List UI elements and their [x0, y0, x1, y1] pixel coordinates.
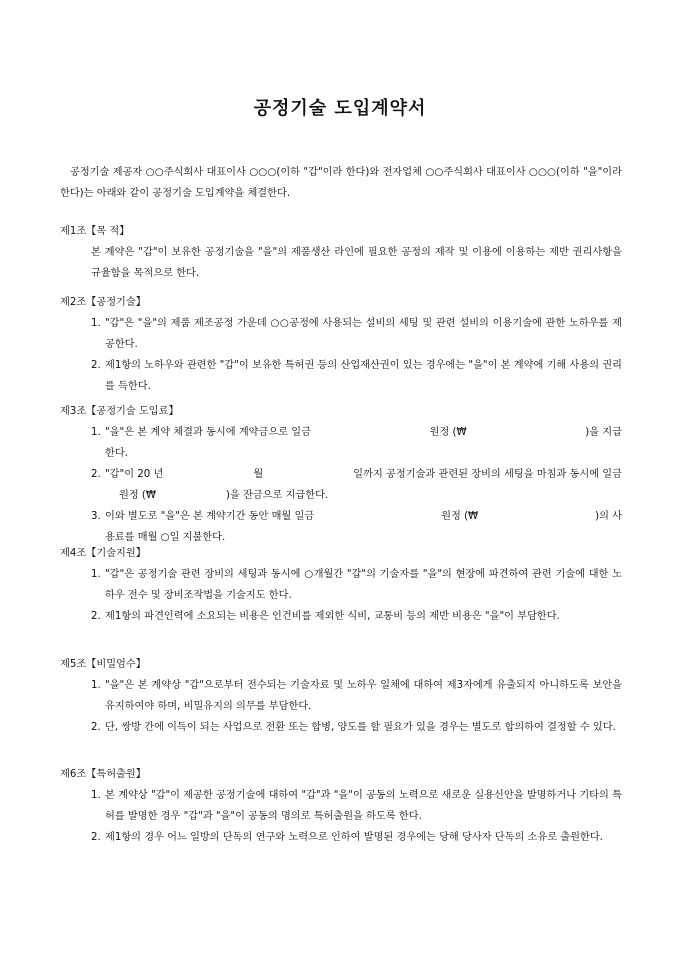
- article-6-items: [60, 785, 622, 848]
- item-text: 제1항의 파견인력에 소요되는 비용은 인건비를 제외한 식비, 교통비 등의 제반 비용은 "을"이 부담한다.: [105, 611, 560, 622]
- item-text: "갑"은 공정기술 관련 장비의 세팅과 동시에 ○개월간 "갑"의 기술자를 "을"의 현장에 파견하여 관련 기술에 대한 노하우 전수 및 장비조작법을 기술지도 한다.: [105, 569, 622, 601]
- item-number: 2.: [91, 611, 101, 622]
- article-1-body: 본 계약은 "갑"이 보유한 공정기술을 "을"의 제품생산 라인에 필요한 공정의 제작 및 이용에 이용하는 제반 권리사항을 규율함을 목적으로 한다.: [91, 247, 622, 279]
- item-line: [105, 464, 622, 485]
- item-number: 1.: [91, 790, 101, 801]
- item-text: 이와 별도로 "을"은 본 계약기간 동안 매월 일금: [105, 511, 315, 522]
- item-text: )을 잔금으로 지급한다.: [225, 490, 329, 501]
- article-3-items: [60, 422, 622, 548]
- item-number: 1.: [91, 318, 101, 329]
- document-title: 공정기술 도입계약서: [253, 98, 427, 119]
- list-item: [60, 313, 622, 355]
- article-4-items: [60, 564, 622, 627]
- list-item: [60, 422, 622, 464]
- item-text: "갑"은 "을"의 제품 제조공정 가운데 ○○공정에 사용되는 설비의 세팅 및 관련 설비의 이용기술에 관한 노하우를 제공한다.: [105, 318, 622, 350]
- item-text: 원정 (₩: [119, 490, 156, 501]
- item-text: 원정 (₩: [441, 511, 479, 522]
- list-item: [60, 464, 622, 506]
- item-number: 2.: [91, 360, 101, 371]
- article-2-heading: 제2조【공정기술】: [60, 297, 146, 308]
- list-item: [60, 606, 622, 627]
- item-number: 3.: [91, 511, 101, 522]
- list-item: [60, 827, 622, 848]
- item-number: 2.: [91, 832, 101, 843]
- item-line: [105, 422, 622, 443]
- item-text: "갑"이 20 년: [105, 469, 164, 480]
- item-text: 원정 (₩: [429, 427, 467, 438]
- item-line: 한다.: [105, 448, 128, 459]
- item-text: 제1항의 경우 어느 일방의 단독의 연구와 노력으로 인하여 발명된 경우에는 당해 당사자 단독의 소유로 출원한다.: [105, 832, 603, 843]
- list-item: [60, 717, 622, 738]
- article-5-items: [60, 675, 622, 738]
- list-item: [60, 785, 622, 827]
- article-5: [60, 655, 622, 738]
- item-line: [105, 506, 622, 527]
- article-2-items: [60, 313, 622, 397]
- article-1-heading: 제1조【목 적】: [60, 226, 130, 237]
- article-4: [60, 544, 622, 627]
- item-number: 2.: [91, 722, 101, 733]
- item-text: )의 사: [595, 511, 622, 522]
- article-2: [60, 293, 622, 397]
- article-1: [60, 222, 622, 284]
- item-line: 용료를 매월 ○일 지불한다.: [105, 532, 226, 543]
- item-text: "을"은 본 계약 체결과 동시에 계약금으로 일금: [105, 427, 311, 438]
- list-item: [60, 675, 622, 717]
- item-text: 일까지 공정기술과 관련된 장비의 세팅을 마침과 동시에 일금: [353, 469, 622, 480]
- list-item: [60, 355, 622, 397]
- item-text: "을"은 본 계약상 "갑"으로부터 전수되는 기술자료 및 노하우 일체에 대하여 제3자에게 유출되지 아니하도록 보안을 유지하여야 하며, 비밀유지의 의무를 부담한다.: [105, 680, 622, 712]
- item-number: 2.: [91, 469, 101, 480]
- item-number: 1.: [91, 680, 101, 691]
- list-item: [60, 564, 622, 606]
- article-6: [60, 765, 622, 848]
- item-line: [105, 485, 622, 506]
- item-text: 월: [253, 469, 264, 480]
- intro-paragraph: 공정기술 제공자 ○○주식회사 대표이사 ○○○(이하 "갑"이라 한다)와 전자업체 ○○주식회사 대표이사 ○○○(이하 "을"이라 한다)는 아래와 같이 공정기술 도입계약을 체결한다.: [60, 167, 622, 199]
- item-text: 본 계약상 "갑"이 제공한 공정기술에 대하여 "갑"과 "을"이 공동의 노력으로 새로운 실용신안을 발명하거나 기타의 특허를 발명한 경우 "갑"과 "을"이 공동의 명의로 특허출원을 하도록 한다.: [105, 790, 622, 822]
- article-3: [60, 402, 622, 548]
- item-text: 제1항의 노하우와 관련한 "갑"이 보유한 특허권 등의 산업재산권이 있는 경우에는 "을"이 본 계약에 기해 사용의 권리를 득한다.: [105, 360, 622, 392]
- item-text: )을 지급: [585, 427, 622, 438]
- article-5-heading: 제5조【비밀엄수】: [60, 659, 146, 670]
- item-number: 1.: [91, 427, 101, 438]
- list-item: [60, 506, 622, 548]
- article-3-heading: 제3조【공정기술 도입료】: [60, 406, 179, 417]
- article-6-heading: 제6조【특허출원】: [60, 769, 146, 780]
- item-text: 단, 쌍방 간에 이득이 되는 사업으로 전환 또는 합병, 양도를 할 필요가 있을 경우는 별도로 합의하여 결정할 수 있다.: [105, 722, 616, 733]
- item-number: 1.: [91, 569, 101, 580]
- article-4-heading: 제4조【기술지원】: [60, 548, 146, 559]
